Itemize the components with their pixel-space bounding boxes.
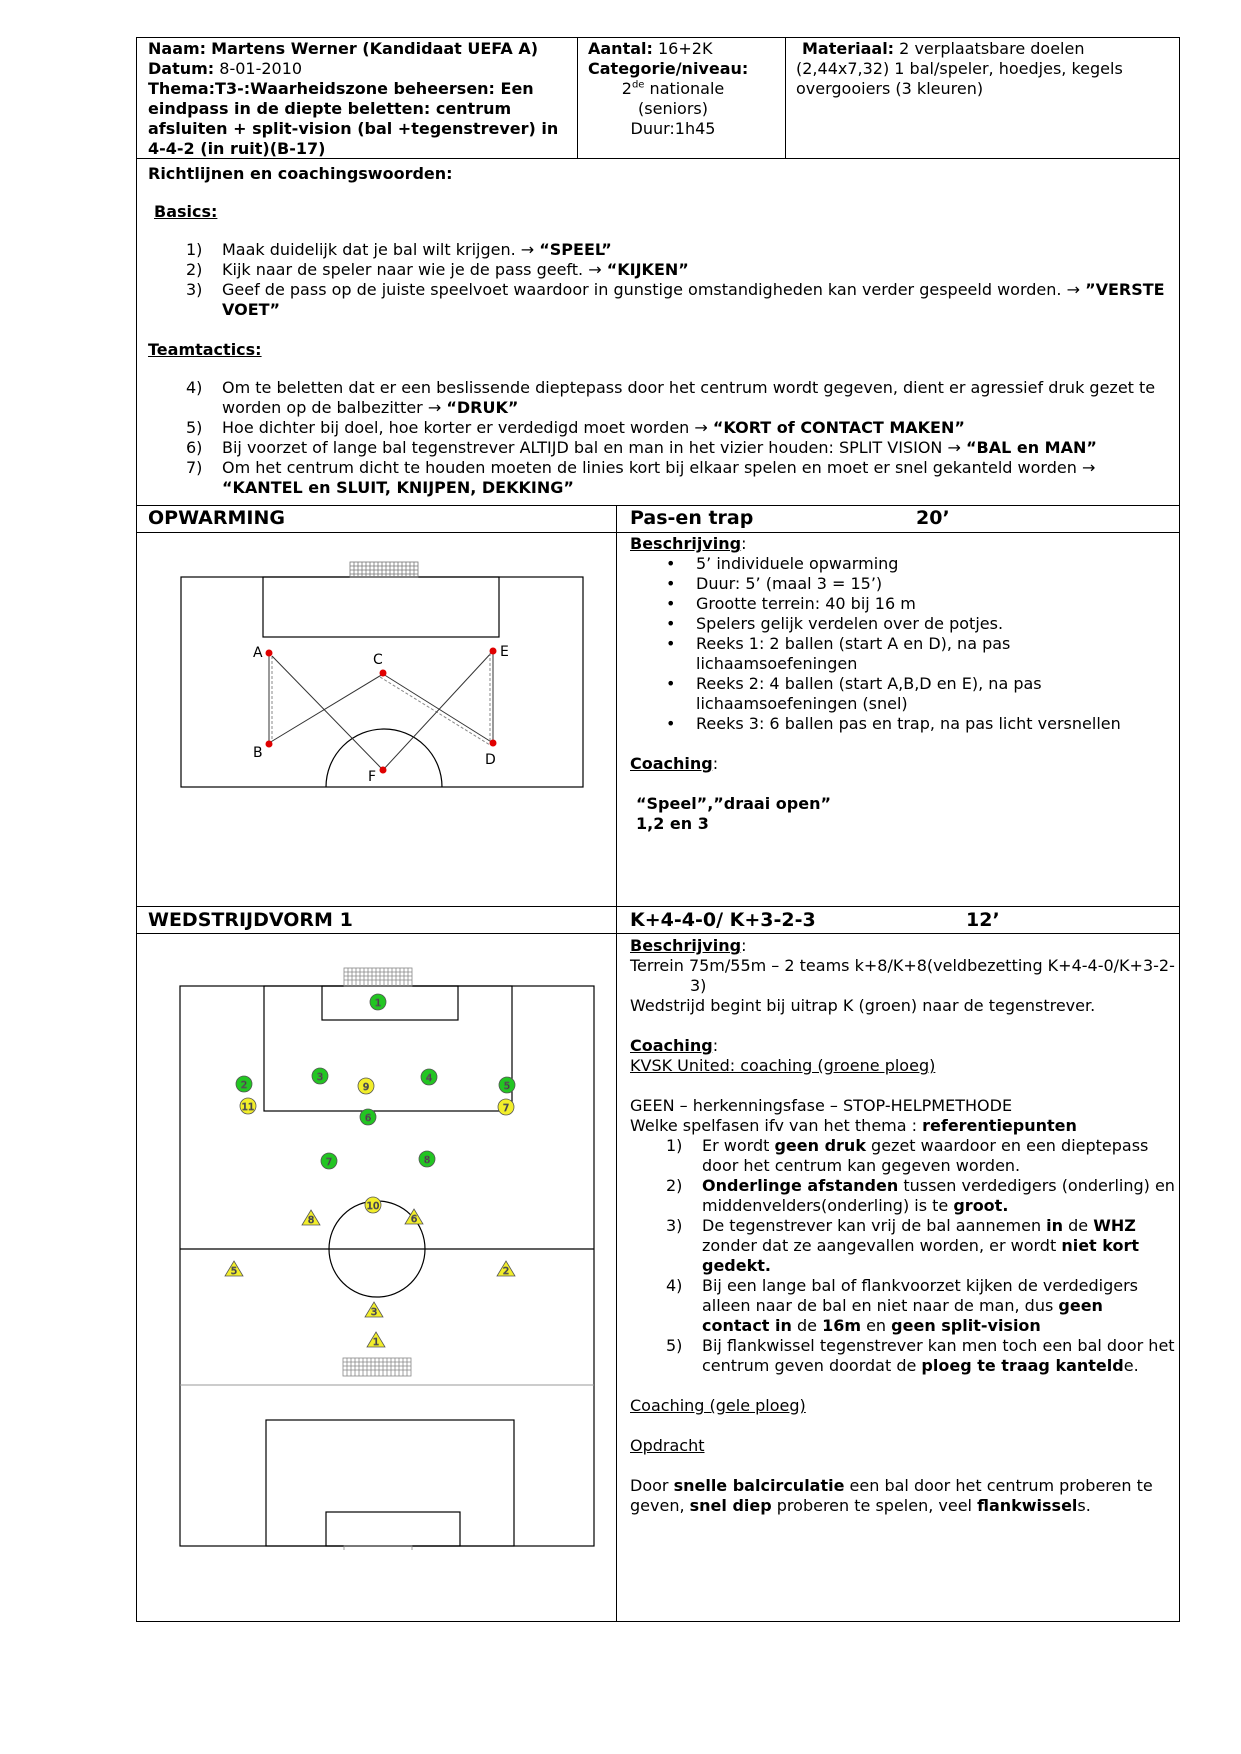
- datum-value: 8-01-2010: [219, 59, 303, 78]
- top-goal: [344, 968, 412, 986]
- svg-text:2: 2: [240, 1080, 248, 1091]
- match-point-item: [666, 1216, 1175, 1276]
- svg-text:1: 1: [372, 1337, 380, 1348]
- cone-a: [266, 650, 273, 657]
- svg-text:5: 5: [230, 1266, 238, 1277]
- cone-b: [266, 741, 273, 748]
- green-player-5: [499, 1077, 515, 1093]
- materiaal-label: Materiaal:: [802, 39, 895, 58]
- teamtactics-number: 7): [186, 458, 203, 477]
- match-point-text: de: [1063, 1216, 1094, 1235]
- match-final-part: snelle balcirculatie: [673, 1476, 845, 1495]
- warmup-bullet-text: Reeks 2: 4 ballen (start A,B,D en E), na pas lichaamsoefeningen (snel): [696, 674, 1042, 713]
- basics-item: [186, 260, 1173, 280]
- green-player-3: [312, 1068, 328, 1084]
- match-coaching-label: Coaching: [630, 1036, 713, 1055]
- match-opdracht: Opdracht: [630, 1436, 705, 1455]
- label-d: D: [485, 752, 496, 768]
- teamtactics-number: 6): [186, 438, 203, 457]
- warmup-coaching-line1: “Speel”,”draai open”: [636, 794, 831, 813]
- arrow-icon: →: [1081, 458, 1096, 477]
- naam-value: Martens Werner (Kandidaat UEFA A): [211, 39, 539, 58]
- warmup-bullets: [666, 554, 1175, 734]
- warmup-beschrijving-label: Beschrijving: [630, 534, 742, 553]
- green-player-6: [360, 1109, 376, 1125]
- match-points: [666, 1136, 1175, 1376]
- svg-text:7: 7: [325, 1157, 333, 1168]
- match-title: WEDSTRIJDVORM 1: [148, 909, 353, 931]
- match-final-text: [630, 1476, 1175, 1516]
- basics-number: 3): [186, 280, 203, 299]
- thema-label: Thema:: [148, 79, 216, 98]
- green-player-8: [419, 1151, 435, 1167]
- warmup-coaching-line2: 1,2 en 3: [636, 814, 709, 833]
- arrow-icon: →: [520, 240, 540, 259]
- warmup-exercise: Pas-en trap: [630, 507, 754, 529]
- match-coaching-sub: KVSK United: coaching (groene ploeg): [630, 1056, 936, 1075]
- yellow-player-10: [365, 1197, 381, 1213]
- warmup-description: Beschrijving: • 5’ individuele opwarming • Duur: 5’ (maal 3 = 15’) • Grootte terrein: 40 bij 16 m • Spelers gelijk verdelen over de potjes. • Reeks 1: 2 ballen (start A en D), na pas lichaamsoefeningen • Reeks 2: 4 ballen (start A,B,D en E), na pas lichaamsoefeningen (snel) • Reeks 3: 6 ballen pas en trap, na pas licht versnellen Coaching: “Speel”,”draai open” 1,2 en 3: [630, 534, 1175, 834]
- match-final-part: Door: [630, 1476, 674, 1495]
- match-point-text: Bij flankwissel tegenstrever kan men toch een bal door het centrum geven doordat de: [702, 1336, 1175, 1375]
- match-point-number: 4): [666, 1276, 683, 1295]
- match-point-text: WHZ: [1093, 1216, 1136, 1235]
- basics-list: [186, 240, 1173, 320]
- match-welke-line: Welke spelfasen ifv van het thema : referentiepunten: [630, 1116, 1077, 1135]
- yellow-triangle-5: [225, 1261, 243, 1277]
- svg-text:6: 6: [364, 1113, 372, 1124]
- label-c: C: [373, 652, 383, 668]
- match-point-item: [666, 1136, 1175, 1176]
- bullet-icon: •: [666, 594, 676, 613]
- categorie-label: Categorie/niveau:: [588, 59, 749, 78]
- teamtactics-keyword: “DRUK”: [446, 398, 519, 417]
- teamtactics-text: Om het centrum dicht te houden moeten de linies kort bij elkaar spelen en moet er snel gekanteld worden: [222, 458, 1082, 477]
- teamtactics-keyword: “KANTEL en SLUIT, KNIJPEN, DEKKING”: [222, 478, 574, 497]
- svg-text:7: 7: [502, 1103, 510, 1114]
- match-duration: 12’: [966, 909, 1000, 931]
- teamtactics-item: [186, 378, 1173, 418]
- label-e: E: [500, 644, 509, 660]
- match-beschrijving-label: Beschrijving: [630, 936, 742, 955]
- teamtactics-keyword: “KORT of CONTACT MAKEN”: [712, 418, 965, 437]
- match-point-text: groot.: [953, 1196, 1009, 1215]
- match-point-number: 3): [666, 1216, 683, 1235]
- warmup-bullet-text: Spelers gelijk verdelen over de potjes.: [696, 614, 1004, 633]
- duur: Duur:1h45: [630, 119, 716, 138]
- materiaal-value: 2 verplaatsbare doelen (2,44x7,32) 1 bal/speler, hoedjes, kegels overgooiers (3 kleuren): [796, 39, 1123, 98]
- match-point-item: [666, 1276, 1175, 1336]
- niveau-line2: (seniors): [638, 99, 708, 118]
- warmup-bullet-text: Reeks 1: 2 ballen (start A en D), na pas lichaamsoefeningen: [696, 634, 1011, 673]
- match-point-text: De tegenstrever kan vrij de bal aannemen: [702, 1216, 1047, 1235]
- basics-keyword: ”VERSTE VOET”: [222, 280, 1165, 319]
- match-point-text: niet kort gedekt.: [702, 1236, 1139, 1275]
- green-player-4: [421, 1069, 437, 1085]
- match-point-text: Onderlinge afstanden: [702, 1176, 899, 1195]
- header-material-cell: [796, 39, 1176, 99]
- teamtactics-text: Om te beletten dat er een beslissende dieptepass door het centrum wordt gegeven, dient er agressief druk gezet te worden op de balbezitter: [222, 378, 1156, 417]
- match-final-part: een bal door het centrum proberen te geven,: [630, 1476, 1153, 1515]
- svg-text:3: 3: [316, 1072, 324, 1083]
- header-info-cell: [148, 39, 568, 159]
- label-a: A: [253, 645, 263, 661]
- teamtactics-text: Bij voorzet of lange bal tegenstrever ALTIJD bal en man in het vizier houden: SPLIT VISION: [222, 438, 948, 457]
- svg-text:11: 11: [241, 1102, 255, 1113]
- match-point-number: 1): [666, 1136, 683, 1155]
- match-point-number: 5): [666, 1336, 683, 1355]
- warmup-bullet-item: [666, 594, 1175, 614]
- middle-goal: [343, 1358, 411, 1376]
- svg-text:1: 1: [374, 998, 382, 1009]
- bullet-icon: •: [666, 614, 676, 633]
- cone-f: [380, 767, 387, 774]
- bullet-icon: •: [666, 574, 676, 593]
- match-final-part: snel diep: [689, 1496, 772, 1515]
- yellow-team-triangles: [225, 1209, 515, 1348]
- arrow-icon: →: [427, 398, 447, 417]
- match-point-text: tussen verdedigers (onderling) en middenvelders(onderling) is te: [702, 1176, 1175, 1215]
- basics-keyword: “SPEEL”: [539, 240, 612, 259]
- match-point-text: in: [1046, 1216, 1064, 1235]
- warmup-bullet-text: 5’ individuele opwarming: [696, 554, 899, 573]
- svg-text:6: 6: [410, 1214, 418, 1225]
- datum-label: Datum:: [148, 59, 215, 78]
- basics-item: [186, 240, 1173, 260]
- green-player-7: [321, 1153, 337, 1169]
- match-geen-line: GEEN – herkenningsfase – STOP-HELPMETHODE: [630, 1096, 1013, 1115]
- match-point-item: [666, 1176, 1175, 1216]
- warmup-title: OPWARMING: [148, 507, 285, 529]
- header-group-cell: [588, 39, 780, 139]
- label-f: F: [368, 769, 377, 785]
- yellow-triangle-3: [365, 1302, 383, 1318]
- bullet-icon: •: [666, 634, 676, 653]
- arrow-icon: →: [588, 260, 607, 279]
- warmup-pass-lines: [269, 651, 493, 770]
- warmup-bullet-item: [666, 674, 1175, 714]
- match-point-number: 2): [666, 1176, 683, 1195]
- bullet-icon: •: [666, 674, 676, 693]
- warmup-bullet-text: Duur: 5’ (maal 3 = 15’): [696, 574, 883, 593]
- basics-text: Kijk naar de speler naar wie je de pass geeft.: [222, 260, 589, 279]
- basics-keyword: “KIJKEN”: [606, 260, 689, 279]
- arrow-icon: →: [694, 418, 713, 437]
- match-point-text: gezet waardoor en een dieptepass door het centrum kan gegeven worden.: [702, 1136, 1149, 1175]
- basics-number: 1): [186, 240, 203, 259]
- green-player-2: [236, 1076, 252, 1092]
- arrow-icon: →: [947, 438, 966, 457]
- green-player-1: [370, 994, 386, 1010]
- yellow-player-9: [358, 1078, 374, 1094]
- warmup-bullet-item: [666, 554, 1175, 574]
- svg-text:3: 3: [370, 1307, 378, 1318]
- match-final-part: s.: [1077, 1496, 1091, 1515]
- match-point-text: ploeg te traag kanteld: [921, 1356, 1124, 1375]
- match-point-text: 16m: [822, 1316, 861, 1335]
- match-exercise: K+4-4-0/ K+3-2-3: [630, 909, 816, 931]
- basics-item: [186, 280, 1173, 320]
- teamtactics-keyword: “BAL en MAN”: [965, 438, 1097, 457]
- svg-text:8: 8: [307, 1215, 315, 1226]
- svg-text:5: 5: [503, 1081, 511, 1092]
- svg-text:2: 2: [502, 1266, 510, 1277]
- teamtactics-list: [186, 378, 1173, 498]
- svg-text:4: 4: [425, 1073, 433, 1084]
- match-point-text: zonder dat ze aangevallen worden, er wordt: [702, 1236, 1062, 1255]
- bullet-icon: •: [666, 554, 676, 573]
- teamtactics-item: [186, 418, 1173, 438]
- guidelines-title: Richtlijnen en coachingswoorden:: [148, 164, 453, 183]
- teamtactics-item: [186, 458, 1173, 498]
- cone-d: [490, 740, 497, 747]
- bullet-icon: •: [666, 714, 676, 733]
- aantal-label: Aantal:: [588, 39, 653, 58]
- match-final-part: flankwissel: [977, 1496, 1078, 1515]
- match-point-text: Bij een lange bal of flankvoorzet kijken de verdedigers alleen naar de bal en niet naar de man, dus: [702, 1276, 1138, 1315]
- match-description: Beschrijving: Terrein 75m/55m – 2 teams k+8/K+8(veldbezetting K+4-4-0/K+3-2-3) Wedstrijd begint bij uitrap K (groen) naar de tegenstrever. Coaching: KVSK United: coaching (groene ploeg) GEEN – herkenningsfase – STOP-HELPMETHODE Welke spelfasen ifv van het thema : referentiepunten 1) Er wordt geen druk gezet waardoor en een dieptepass door het centrum kan gegeven worden. 2) Onderlinge afstanden tussen verdedigers (onderling) en middenvelders(onderling) is te groot. 3) De tegenstrever kan vrij de bal aannemen in de WHZ zonder dat ze aangevallen worden, er wordt niet kort gedekt. 4) Bij een lange bal of flankvoorzet kijken de verdedigers alleen naar de bal en niet naar de man, dus geen contact in de 16m en geen split-vision 5) Bij flankwissel tegenstrever kan men toch een bal door het centrum geven doordat de ploeg te traag kantelde. Coaching (gele ploeg) Opdracht Door snelle balcirculatie een bal door het centrum proberen te geven, snel diep proberen te spelen, veel flankwissels.: [630, 936, 1175, 1515]
- match-point-text: en: [861, 1316, 892, 1335]
- match-coaching-yellow: Coaching (gele ploeg): [630, 1396, 806, 1415]
- warmup-diagram: [178, 555, 588, 790]
- warmup-coaching-label: Coaching: [630, 754, 713, 773]
- aantal-value: 16+2K: [658, 39, 713, 58]
- niveau-line1: 2de nationale: [621, 79, 725, 98]
- warmup-bullet-item: [666, 574, 1175, 594]
- teamtactics-title: Teamtactics:: [148, 340, 262, 359]
- warmup-bullet-item: [666, 614, 1175, 634]
- thema-value: T3-:Waarheidszone beheersen: Een eindpass in de diepte beletten: centrum afsluiten + split-vision (bal +tegenstrever) in 4-4-2 (in ruit)(B-17): [148, 79, 559, 158]
- basics-text: Maak duidelijk dat je bal wilt krijgen.: [222, 240, 521, 259]
- warmup-bullet-text: Grootte terrein: 40 bij 16 m: [696, 594, 916, 613]
- warmup-duration: 20’: [916, 507, 950, 529]
- match-point-text: e.: [1123, 1356, 1139, 1375]
- match-point-text: geen druk: [774, 1136, 866, 1155]
- match-point-text: de: [791, 1316, 823, 1335]
- svg-text:9: 9: [362, 1082, 370, 1093]
- warmup-bullet-text: Reeks 3: 6 ballen pas en trap, na pas licht versnellen: [696, 714, 1121, 733]
- basics-number: 2): [186, 260, 203, 279]
- svg-text:10: 10: [366, 1201, 380, 1212]
- warmup-bullet-item: [666, 714, 1175, 734]
- match-desc2: Wedstrijd begint bij uitrap K (groen) naar de tegenstrever.: [630, 996, 1096, 1015]
- guidelines-section: [148, 164, 1173, 498]
- label-b: B: [253, 745, 263, 761]
- cone-c: [380, 670, 387, 677]
- svg-text:8: 8: [423, 1155, 431, 1166]
- basics-text: Geef de pass op de juiste speelvoet waardoor in gunstige omstandigheden kan verder gespeeld worden.: [222, 280, 1067, 299]
- cone-e: [490, 648, 497, 655]
- teamtactics-number: 4): [186, 378, 203, 397]
- match-final-part: proberen te spelen, veel: [771, 1496, 978, 1515]
- arrow-icon: →: [1066, 280, 1086, 299]
- teamtactics-text: Hoe dichter bij doel, hoe korter er verdedigd moet worden: [222, 418, 695, 437]
- warmup-bullet-item: [666, 634, 1175, 674]
- match-point-text: Er wordt: [702, 1136, 775, 1155]
- basics-title: Basics:: [154, 202, 218, 221]
- teamtactics-number: 5): [186, 418, 203, 437]
- teamtactics-item: [186, 438, 1173, 458]
- match-point-item: [666, 1336, 1175, 1376]
- yellow-triangle-8: [302, 1210, 320, 1226]
- yellow-team-circles: [240, 1078, 514, 1213]
- yellow-triangle-1: [367, 1332, 385, 1348]
- match-field-diagram: [176, 960, 596, 1550]
- yellow-player-7: [498, 1099, 514, 1115]
- yellow-triangle-2: [497, 1261, 515, 1277]
- match-point-text: geen split-vision: [891, 1316, 1041, 1335]
- match-point-text: geen contact in: [702, 1296, 1103, 1335]
- warmup-goal: [350, 562, 418, 577]
- naam-label: Naam:: [148, 39, 207, 58]
- yellow-player-11: [240, 1098, 256, 1114]
- match-desc1: Terrein 75m/55m – 2 teams k+8/K+8(veldbezetting K+4-4-0/K+3-2-3): [630, 956, 1175, 995]
